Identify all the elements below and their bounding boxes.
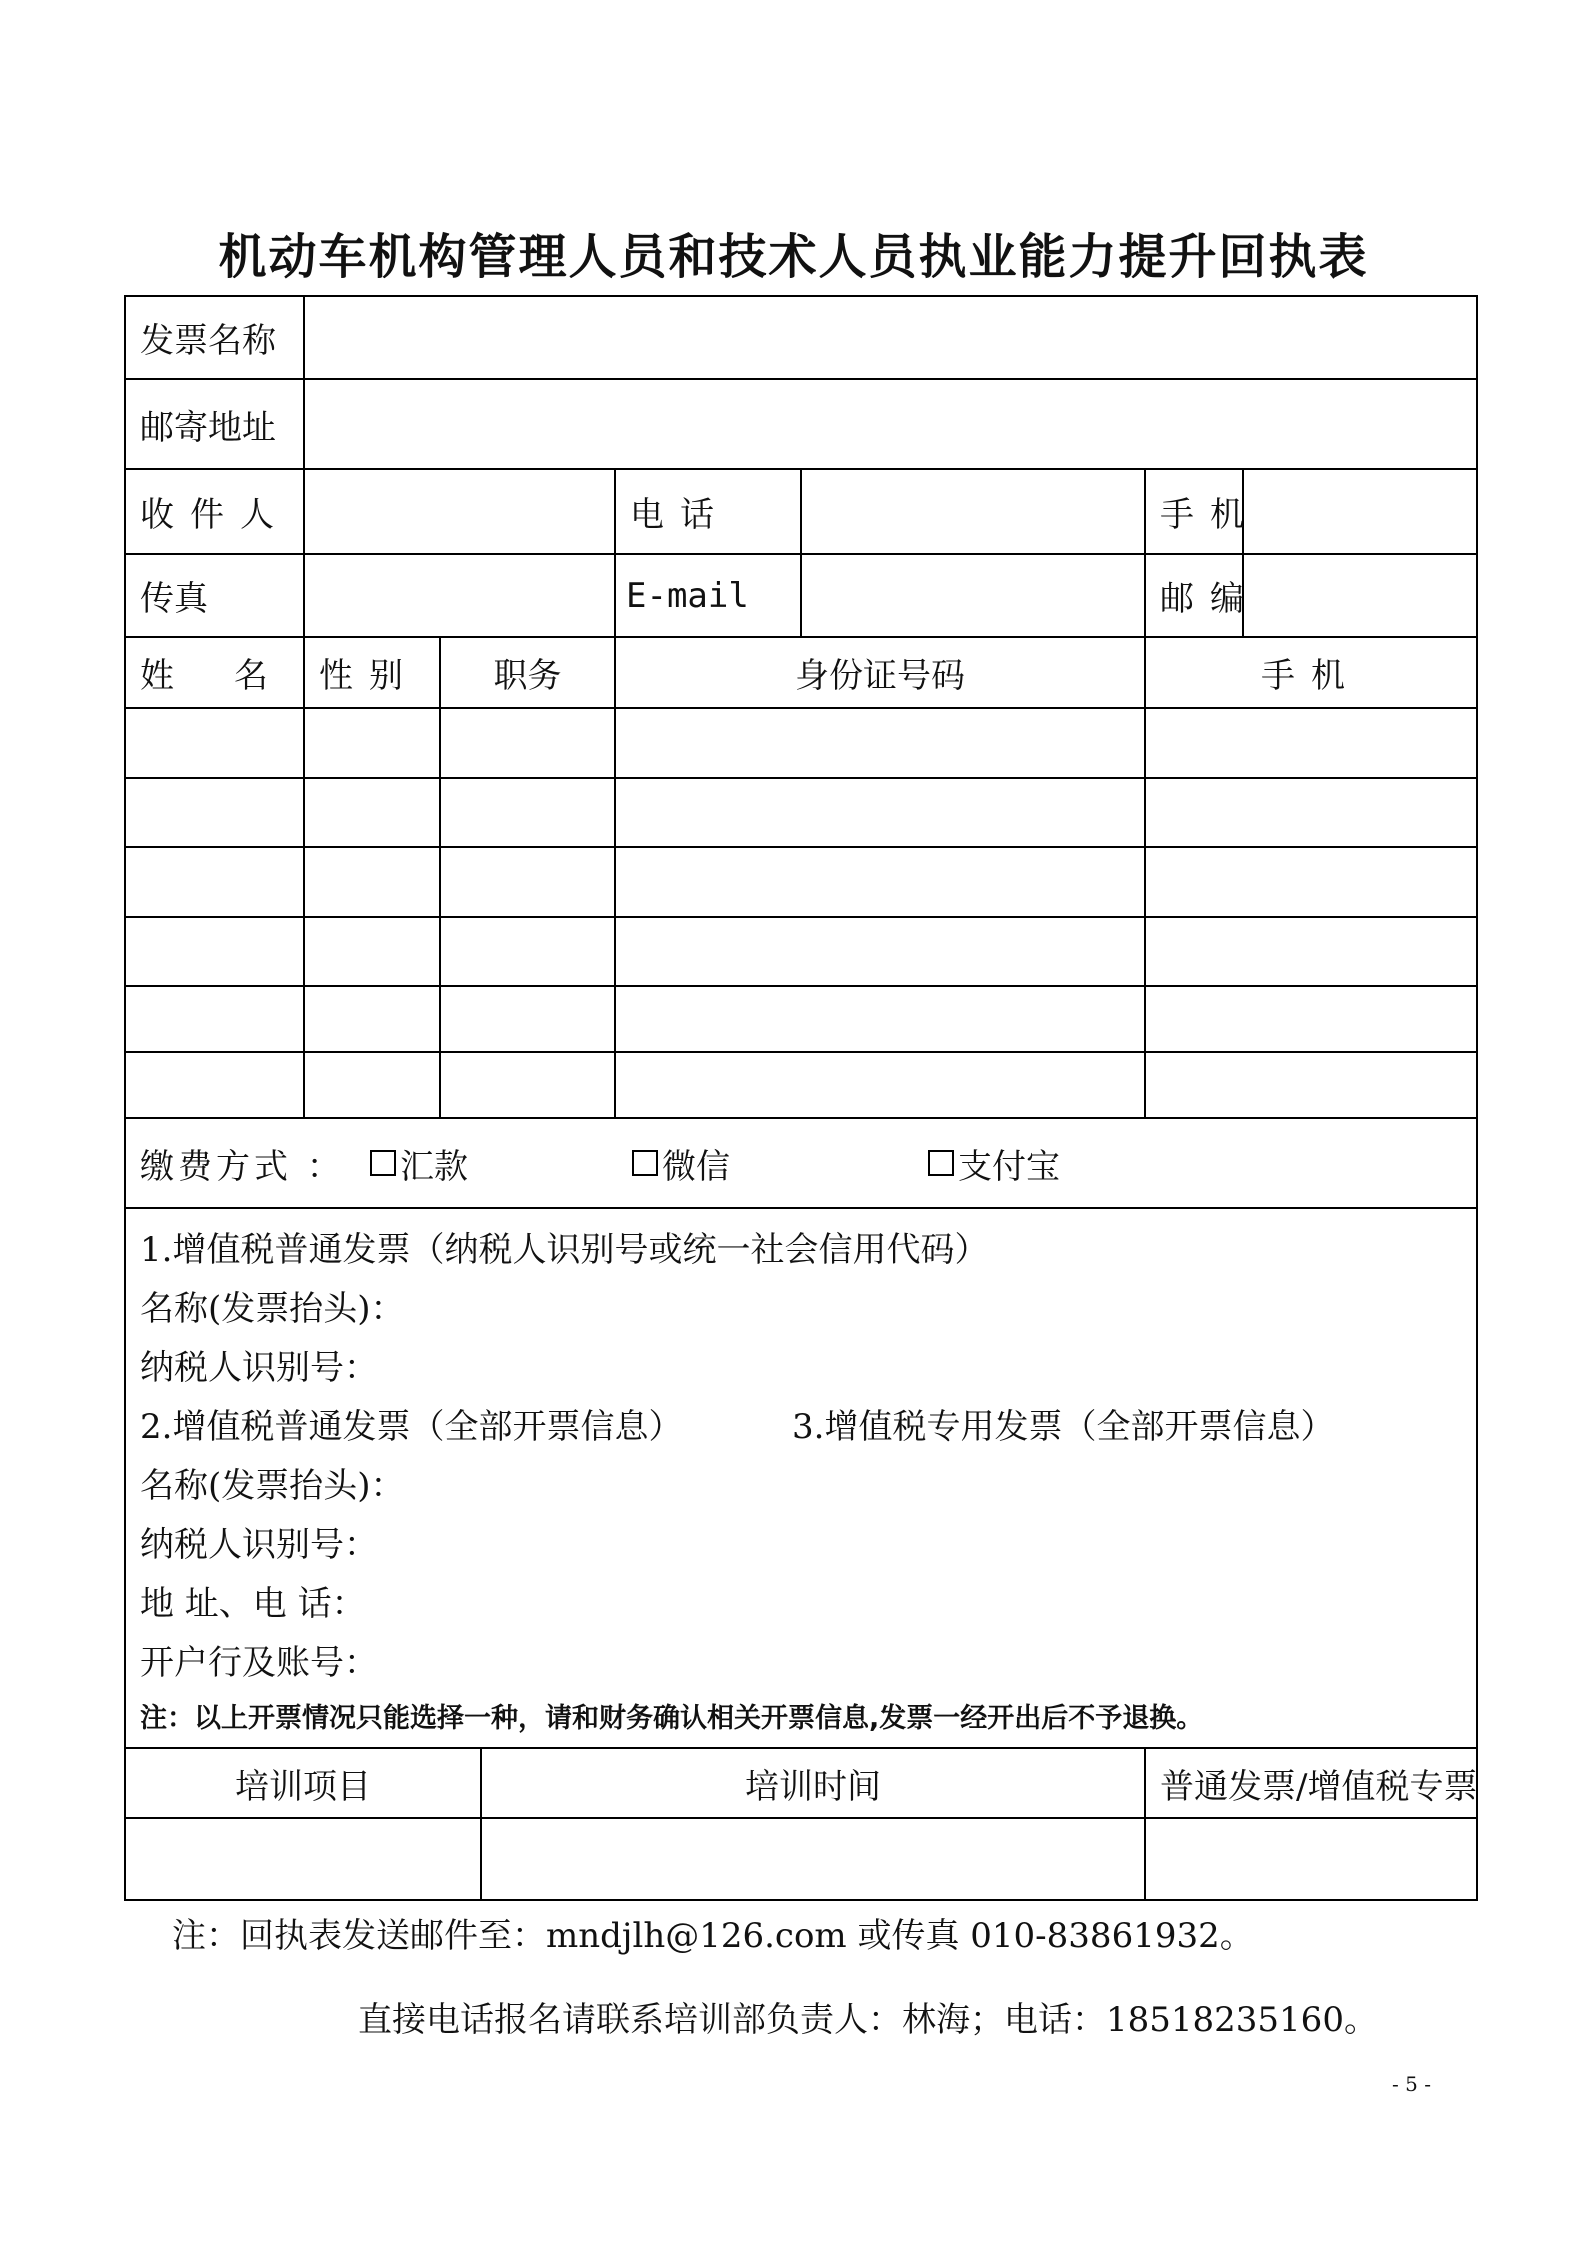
email-field[interactable] [801,554,1145,637]
email-label: E-mail [615,554,801,637]
participant-mobile-cell[interactable] [1145,986,1477,1052]
taxpayer-id-field[interactable]: 纳税人识别号： [140,1348,378,1388]
participant-name-cell[interactable] [125,847,304,917]
participant-id-cell[interactable] [615,847,1145,917]
participant-gender-cell[interactable] [304,986,440,1052]
payment-method-row [125,1118,1477,1208]
participant-name-cell[interactable] [125,778,304,847]
participant-row [125,917,1477,986]
footer-contact-note: 注：回执表发送邮件至：mndjlh@126.com 或传真 010-83861932。 [172,1916,1254,1956]
participant-row [125,986,1477,1052]
participant-mobile-cell[interactable] [1145,847,1477,917]
bank-account-field[interactable]: 开户行及账号： [140,1643,378,1683]
invoice-name-field[interactable] [304,296,1477,379]
invoice-title-field[interactable]: 名称(发票抬头)： [140,1466,405,1506]
participant-mobile-cell[interactable] [1145,708,1477,778]
training-time-cell[interactable] [481,1818,1145,1900]
participant-name-cell[interactable] [125,986,304,1052]
participant-gender-cell[interactable] [304,778,440,847]
training-header-row [125,1748,1477,1818]
participant-id-cell[interactable] [615,1052,1145,1118]
checkbox-icon[interactable] [928,1150,954,1176]
participant-id-cell[interactable] [615,917,1145,986]
form-title: 机动车机构管理人员和技术人员执业能力提升回执表 [218,229,1369,285]
col-name-header: 姓名 [125,637,304,708]
participant-row [125,778,1477,847]
participant-position-cell[interactable] [440,986,615,1052]
participant-id-cell[interactable] [615,708,1145,778]
phone-label: 电话 [615,469,801,554]
invoice-type-2: 2.增值税普通发票（全部开票信息） [140,1407,683,1447]
participant-name-cell[interactable] [125,708,304,778]
fax-field[interactable] [304,554,615,637]
participant-id-cell[interactable] [615,986,1145,1052]
participant-row [125,708,1477,778]
payment-label: 缴费方式 ： [140,1146,345,1187]
col-position-header: 职务 [440,637,615,708]
participant-position-cell[interactable] [440,917,615,986]
participant-row [125,1052,1477,1118]
checkbox-icon[interactable] [632,1150,658,1176]
participant-mobile-cell[interactable] [1145,1052,1477,1118]
footer-phone-note: 直接电话报名请联系培训部负责人：林海；电话：18518235160。 [358,2000,1378,2040]
participant-mobile-cell[interactable] [1145,778,1477,847]
mobile-field[interactable] [1243,469,1477,554]
postcode-label: 邮编 [1145,554,1243,637]
invoice-name-label: 发票名称 [125,296,304,379]
training-row [125,1818,1477,1900]
postcode-field[interactable] [1243,554,1477,637]
payment-option-transfer[interactable]: 汇款 [370,1139,632,1188]
mobile-label: 手机 [1145,469,1243,554]
participant-id-cell[interactable] [615,778,1145,847]
col-mobile-header: 手机 [1145,637,1477,708]
recipient-label: 收件人 [125,469,304,554]
training-item-cell[interactable] [125,1818,481,1900]
participant-gender-cell[interactable] [304,1052,440,1118]
invoice-type-1: 1.增值税普通发票（纳税人识别号或统一社会信用代码） [140,1230,989,1270]
taxpayer-id-field[interactable]: 纳税人识别号： [140,1525,378,1565]
payment-option-wechat[interactable]: 微信 [632,1139,928,1188]
participant-gender-cell[interactable] [304,708,440,778]
participant-gender-cell[interactable] [304,847,440,917]
mail-address-label: 邮寄地址 [125,379,304,469]
address-phone-field[interactable]: 地 址、电 话： [140,1584,366,1624]
checkbox-icon[interactable] [370,1150,396,1176]
participant-position-cell[interactable] [440,1052,615,1118]
invoice-info-section [125,1208,1477,1748]
invoice-type-3: 3.增值税专用发票（全部开票信息） [792,1407,1335,1447]
payment-option-alipay[interactable]: 支付宝 [928,1139,1060,1188]
page-number: - 5 - [1392,2072,1431,2096]
invoice-type-header: 普通发票/增值税专票 [1145,1748,1477,1818]
col-id-number-header: 身份证号码 [615,637,1145,708]
participant-position-cell[interactable] [440,847,615,917]
training-item-header: 培训项目 [125,1748,481,1818]
fax-label: 传真 [125,554,304,637]
training-time-header: 培训时间 [481,1748,1145,1818]
participant-position-cell[interactable] [440,708,615,778]
participant-position-cell[interactable] [440,778,615,847]
participant-name-cell[interactable] [125,917,304,986]
participant-gender-cell[interactable] [304,917,440,986]
mail-address-field[interactable] [304,379,1477,469]
col-gender-header: 性别 [304,637,440,708]
participants-header-row [125,637,1477,708]
registration-form-table [124,295,1478,1901]
phone-field[interactable] [801,469,1145,554]
participant-name-cell[interactable] [125,1052,304,1118]
participant-mobile-cell[interactable] [1145,917,1477,986]
invoice-note: 注：以上开票情况只能选择一种，请和财务确认相关开票信息,发票一经开出后不予退换。 [140,1703,1204,1734]
invoice-title-field[interactable]: 名称(发票抬头)： [140,1289,405,1329]
recipient-field[interactable] [304,469,615,554]
invoice-type-cell[interactable] [1145,1818,1477,1900]
participant-row [125,847,1477,917]
